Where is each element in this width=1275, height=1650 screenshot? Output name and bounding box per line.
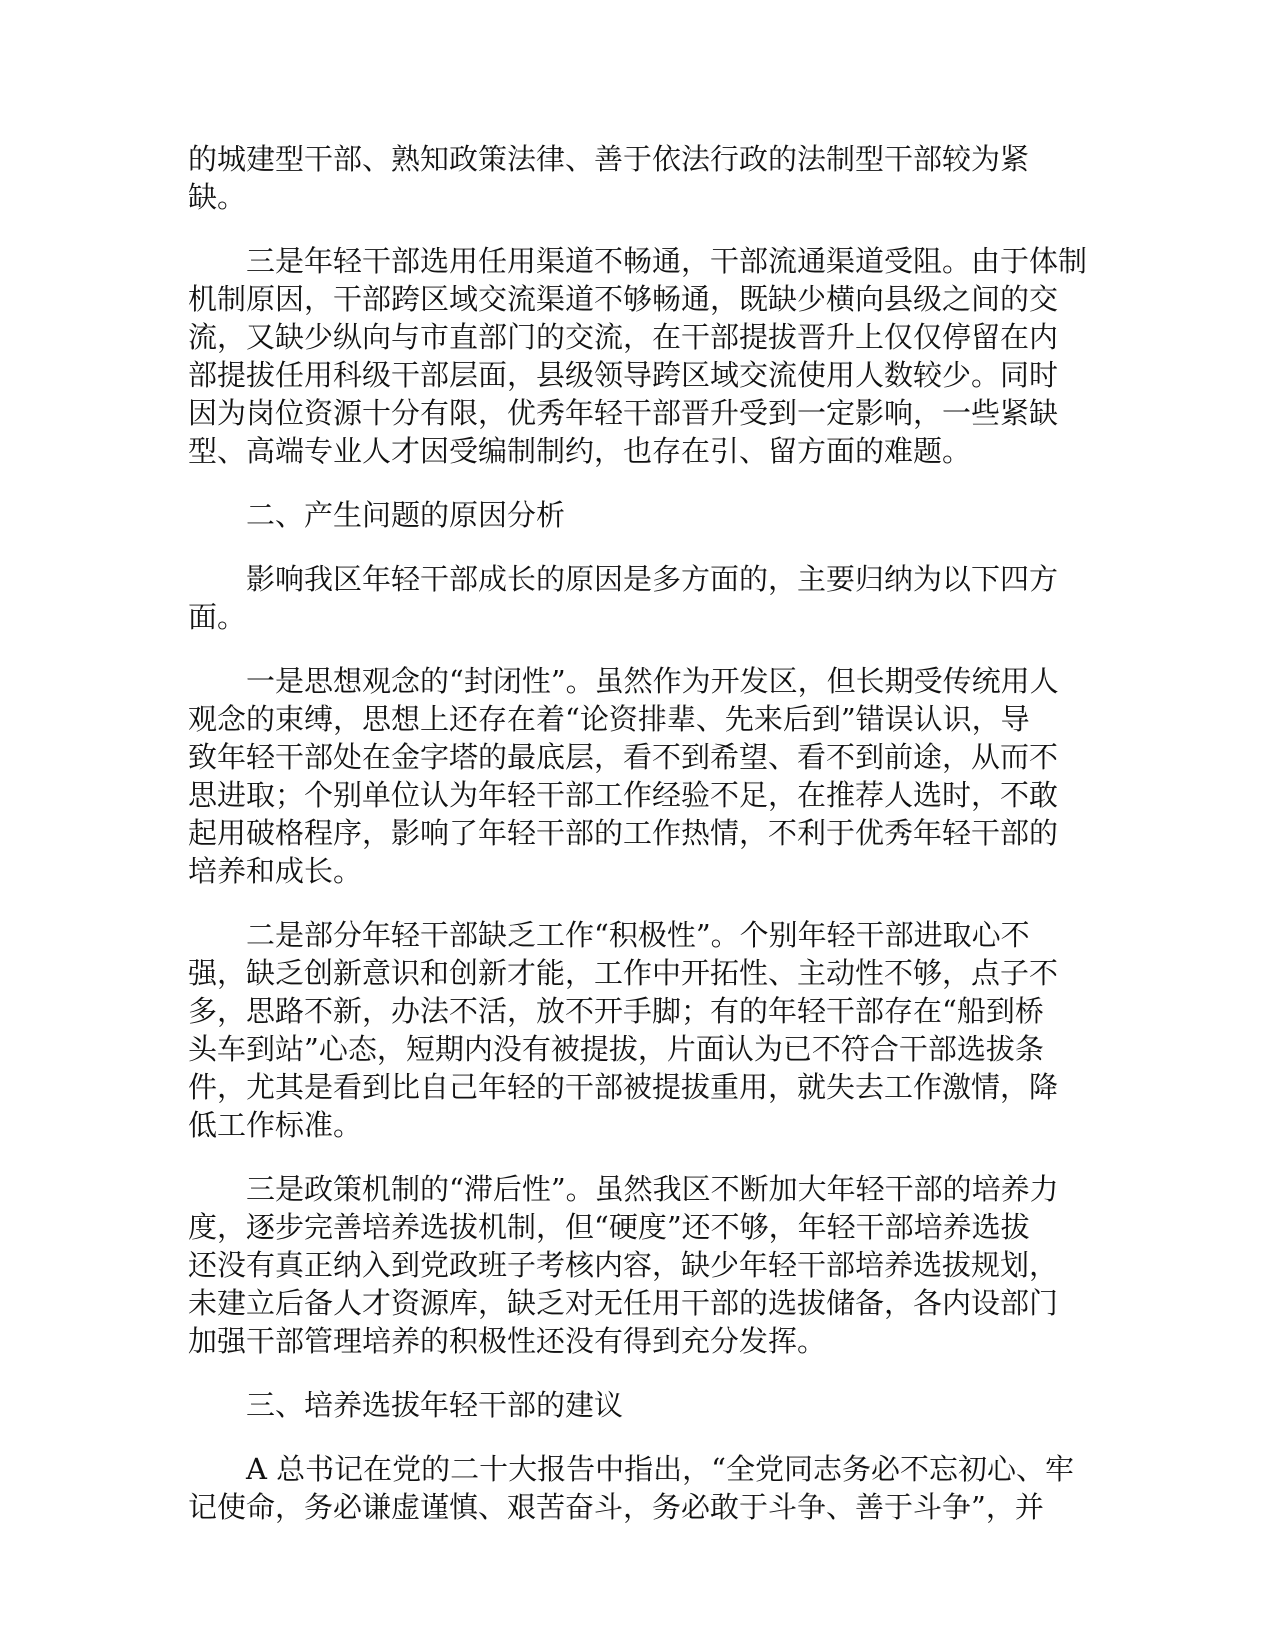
text-line: 培养和成长。 xyxy=(188,854,363,888)
text-line: 的城建型干部、熟知政策法律、善于依法行政的法制型干部较为紧 xyxy=(188,142,1030,176)
paragraph-channel-issue xyxy=(188,242,1088,470)
text-line: 型、高端专业人才因受编制制约，也存在引、留方面的难题。 xyxy=(188,434,972,468)
text-line: 低工作标准。 xyxy=(188,1108,363,1142)
text-line: 三是政策机制的“滞后性”。虽然我区不断加大年轻干部的培养力 xyxy=(246,1172,1059,1206)
document-page xyxy=(188,140,1088,1552)
text-line: 流，又缺少纵向与市直部门的交流，在干部提拔晋升上仅仅停留在内 xyxy=(188,320,1059,354)
text-line: 未建立后备人才资源库，缺乏对无任用干部的选拔储备，各内设部门 xyxy=(188,1286,1059,1320)
text-line: 一是思想观念的“封闭性”。虽然作为开发区，但长期受传统用人 xyxy=(246,664,1059,698)
text-line: 三是年轻干部选用任用渠道不畅通，干部流通渠道受阻。由于体制 xyxy=(246,244,1088,278)
paragraph-suggestion-intro xyxy=(188,1450,1088,1526)
paragraph-continuation xyxy=(188,140,1088,216)
text-line: 件，尤其是看到比自己年轻的干部被提拔重用，就失去工作激情，降 xyxy=(188,1070,1059,1104)
paragraph-cause-3 xyxy=(188,1170,1088,1360)
text-line: 影响我区年轻干部成长的原因是多方面的，主要归纳为以下四方 xyxy=(246,562,1059,596)
section-heading-suggestions xyxy=(188,1386,1088,1424)
text-line: 起用破格程序，影响了年轻干部的工作热情，不利于优秀年轻干部的 xyxy=(188,816,1059,850)
text-line: 二是部分年轻干部缺乏工作“积极性”。个别年轻干部进取心不 xyxy=(246,918,1030,952)
text-line: 致年轻干部处在金字塔的最底层，看不到希望、看不到前途，从而不 xyxy=(188,740,1059,774)
text-line: 还没有真正纳入到党政班子考核内容，缺少年轻干部培养选拔规划， xyxy=(188,1248,1059,1282)
text-line: 面。 xyxy=(188,600,247,634)
paragraph-cause-1 xyxy=(188,662,1088,890)
text-line: 强，缺乏创新意识和创新才能，工作中开拓性、主动性不够，点子不 xyxy=(188,956,1059,990)
text-line: 度，逐步完善培养选拔机制，但“硬度”还不够，年轻干部培养选拔 xyxy=(188,1210,1030,1244)
text-line: 思进取；个别单位认为年轻干部工作经验不足，在推荐人选时，不敢 xyxy=(188,778,1059,812)
section-heading-causes xyxy=(188,496,1088,534)
text-line: 观念的束缚，思想上还存在着“论资排辈、先来后到”错误认识，导 xyxy=(188,702,1030,736)
paragraph-cause-2 xyxy=(188,916,1088,1144)
text-line: 部提拔任用科级干部层面，县级领导跨区域交流使用人数较少。同时 xyxy=(188,358,1059,392)
text-line: 记使命，务必谦虚谨慎、艰苦奋斗，务必敢于斗争、善于斗争”，并 xyxy=(188,1490,1044,1524)
heading-text: 二、产生问题的原因分析 xyxy=(246,498,566,532)
text-line: 加强干部管理培养的积极性还没有得到充分发挥。 xyxy=(188,1324,827,1358)
heading-text: 三、培养选拔年轻干部的建议 xyxy=(246,1388,624,1422)
text-line: A 总书记在党的二十大报告中指出，“全党同志务必不忘初心、牢 xyxy=(246,1452,1074,1486)
text-line: 因为岗位资源十分有限，优秀年轻干部晋升受到一定影响，一些紧缺 xyxy=(188,396,1059,430)
text-line: 头车到站”心态，短期内没有被提拔，片面认为已不符合干部选拔条 xyxy=(188,1032,1044,1066)
paragraph-intro-causes xyxy=(188,560,1088,636)
text-line: 缺。 xyxy=(188,180,247,214)
text-line: 机制原因，干部跨区域交流渠道不够畅通，既缺少横向县级之间的交 xyxy=(188,282,1059,316)
text-line: 多，思路不新，办法不活，放不开手脚；有的年轻干部存在“船到桥 xyxy=(188,994,1044,1028)
